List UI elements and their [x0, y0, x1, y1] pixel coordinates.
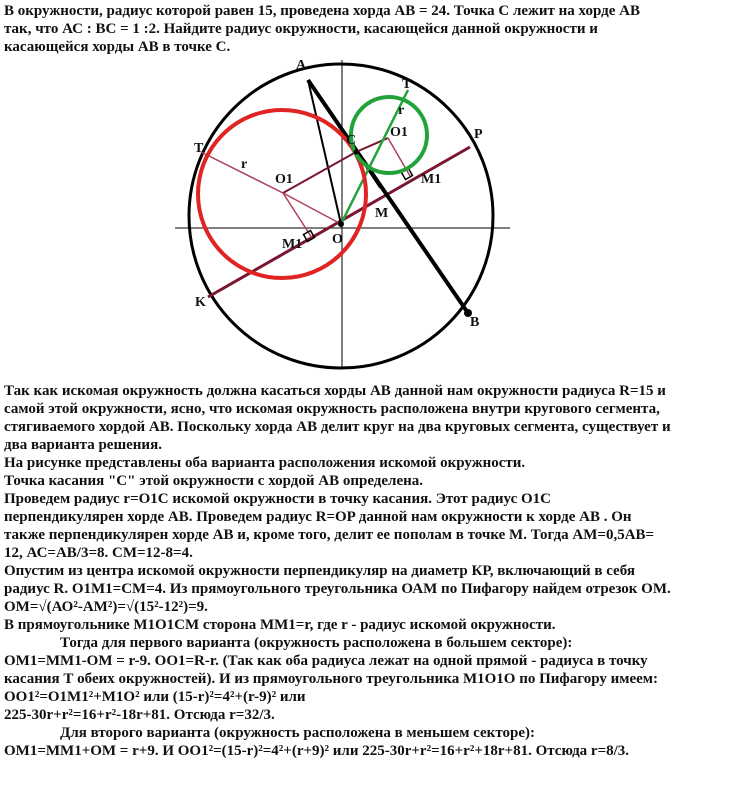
label-m1-left: M1	[282, 237, 303, 252]
problem-statement	[4, 2, 734, 56]
solution-line: Так как искомая окружность должна касаться хорды АВ данной нам окружности радиуса R=15 и	[4, 383, 666, 399]
chord-ab	[308, 80, 468, 313]
label-m1-right: M1	[421, 172, 442, 187]
geometry-diagram	[0, 52, 738, 378]
label-t-left: T	[194, 141, 204, 156]
perpendicular-o1-m1-left	[283, 193, 312, 238]
label-c: C	[346, 133, 357, 148]
solution-line: ОМ=√(АО²-АМ²)=√(15²-12²)=9.	[4, 599, 208, 615]
label-r-left: r	[241, 157, 248, 172]
problem-line: В окружности, радиус которой равен 15, проведена хорда АВ = 24. Точка С лежит на хорде АВ	[4, 3, 640, 19]
label-b: B	[470, 315, 480, 330]
solution-line: Точка касания "С" этой окружности с хордой АВ определена.	[4, 473, 423, 489]
solution-line: самой этой окружности, ясно, что искомая окружность расположена внутри кругового сегмента,	[4, 401, 660, 417]
case1-line: 225-30r+r²=16+r²-18r+81. Отсюда r=32/3.	[4, 707, 275, 723]
solution-line: стягиваемого хордой АВ. Поскольку хорда АВ делит круг на два круговых сегмента, существует и	[4, 419, 671, 435]
label-t-right: T	[402, 77, 412, 92]
solution-text	[4, 382, 736, 760]
problem-line: так, что АС : ВС = 1 :2. Найдите радиус окружности, касающейся данной окружности и	[4, 21, 598, 37]
label-r-right: r	[398, 103, 405, 118]
solution-line: два варианта решения.	[4, 437, 162, 453]
solution-line: В прямоугольнике М1O1СМ сторона ММ1=r, где r - радиус искомой окружности.	[4, 617, 556, 633]
case1-line: касания Т обеих окружностей). И из прямоугольного треугольника M1O1O по Пифагору имеем:	[4, 671, 659, 687]
solution-line: Опустим из центра искомой окружности перпендикуляр на диаметр КР, включающий в себя	[4, 563, 635, 579]
label-o1-right: O1	[390, 125, 408, 140]
case1-heading: Тогда для первого варианта (окружность расположена в большем секторе):	[60, 635, 573, 651]
solution-line: также перпендикулярен хорде АВ и, кроме того, делит ее пополам в точке М. Тогда АМ=0,5АВ=	[4, 527, 655, 543]
label-m: M	[375, 206, 389, 221]
solution-line: Проведем радиус r=O1C искомой окружности в точку касания. Этот радиус O1C	[4, 491, 551, 507]
sought-circle-large	[198, 110, 366, 278]
segment-o1-o	[283, 193, 341, 224]
solution-line: перпендикулярен хорде АВ. Проведем радиус R=OP данной нам окружности к хорде АВ . Он	[4, 509, 632, 525]
sought-circle-small	[351, 97, 427, 173]
case1-line: OO1²=O1M1²+M1O² или (15-r)²=4²+(r-9)² или	[4, 689, 306, 705]
point-c	[354, 150, 359, 155]
label-p: P	[474, 127, 483, 142]
given-circle	[189, 64, 493, 368]
label-o1-left: O1	[275, 172, 293, 187]
solution-line: 12, АС=АВ/3=8. СМ=12-8=4.	[4, 545, 193, 561]
label-k: K	[195, 295, 206, 310]
case1-line: OM1=MM1-OM = r-9. OO1=R-r. (Так как оба радиуса лежат на одной прямой - радиуса в точку	[4, 653, 648, 669]
problem-line: касающейся хорды АВ в точке С.	[4, 39, 231, 55]
label-a: A	[296, 58, 307, 73]
case2-line: OM1=MM1+OM = r+9. И OO1²=(15-r)²=4²+(r+9)² или 225-30r+r²=16+r²+18r+81. Отсюда r=8/3.	[4, 743, 630, 759]
geometry-figure	[0, 52, 738, 378]
solution-line: На рисунке представлены оба варианта расположения искомой окружности.	[4, 455, 526, 471]
segment-o1-c-left	[283, 152, 356, 193]
point-o	[338, 221, 344, 227]
solution-line: радиус R. O1M1=CM=4. Из прямоугольного треугольника ОАМ по Пифагору найдем отрезок ОМ.	[4, 581, 671, 597]
label-o: O	[332, 232, 343, 247]
case2-heading: Для второго варианта (окружность расположена в меньшем секторе):	[60, 725, 535, 741]
